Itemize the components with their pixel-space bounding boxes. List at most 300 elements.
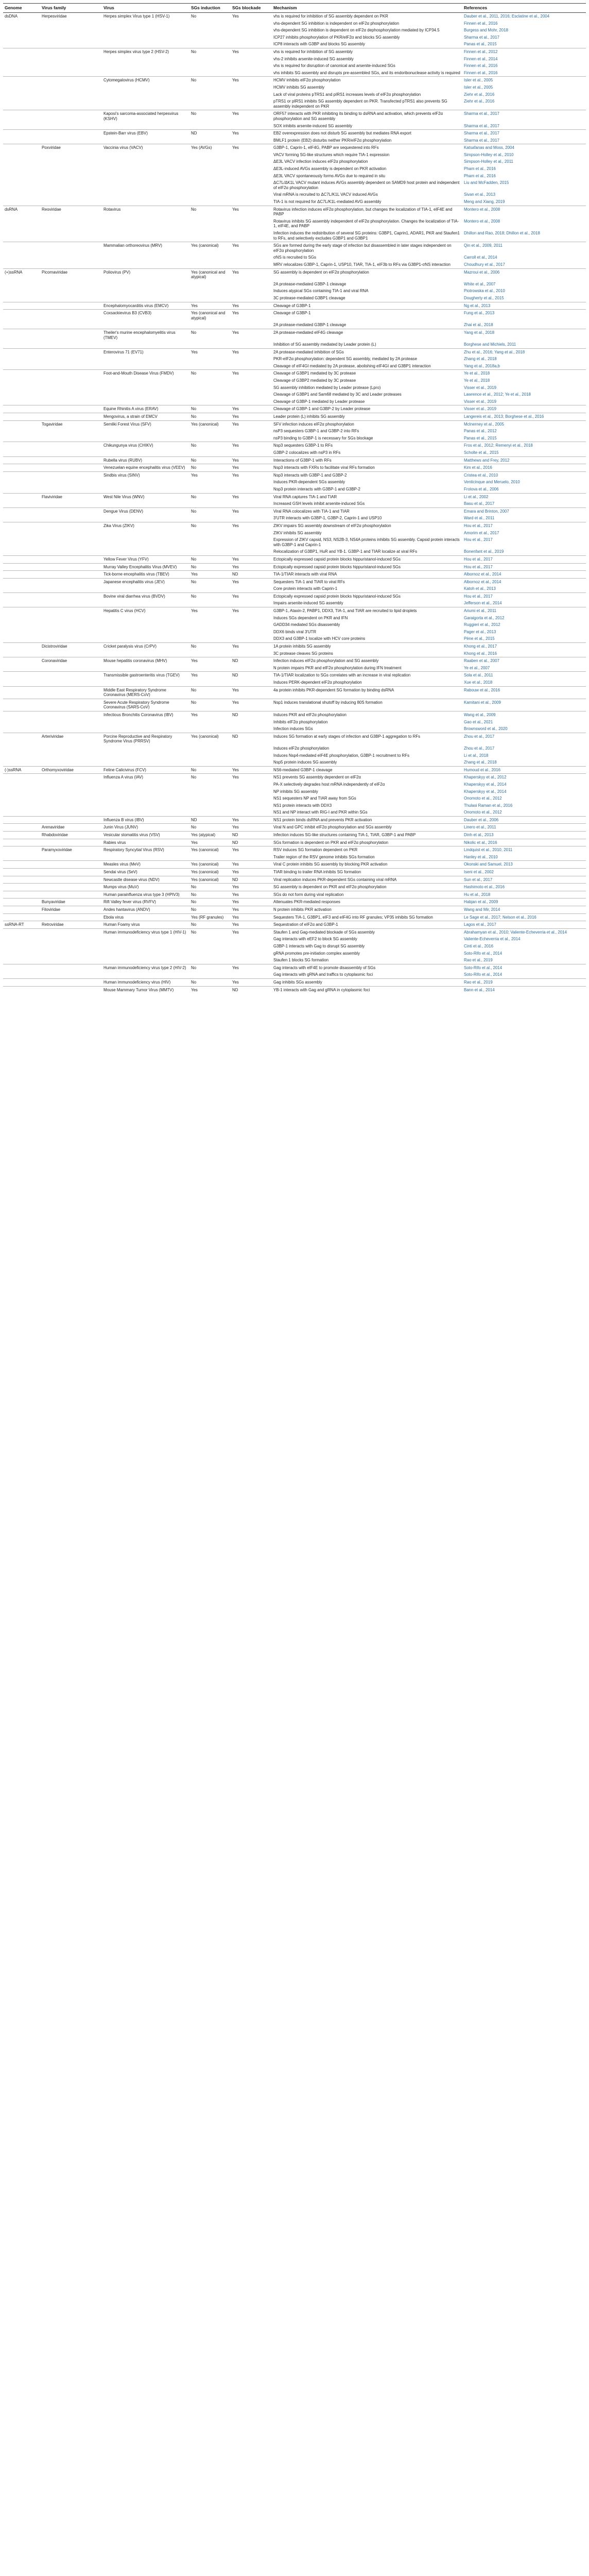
cell-mechanism: gRNA promotes pre-initiation complex assembly [273,951,360,956]
cell-sgs-induction: Yes (canonical) [189,846,231,854]
cell-virus: Human immunodeficiency virus type 1 (HIV-1) [102,928,189,936]
cell-genome [3,130,40,137]
cell-genome [3,420,40,428]
cell-genome [3,657,40,665]
cell-sgs-induction: Yes [189,302,231,310]
cell-references: Zhang et al., 2018 [464,357,497,362]
cell-mechanism: Induces SG formation at early stages of infection and G3BP-1 aggregation to RFs [272,733,462,745]
cell-virus [102,449,189,456]
cell-virus [102,759,189,766]
cell-sgs-blockade [231,500,272,507]
cell-genome [3,70,40,77]
cell-sgs-induction: Yes (canonical) [189,869,231,876]
cell-sgs-induction [189,548,231,555]
cell-genome [3,48,40,55]
cell-genome [3,137,40,144]
cell-virus-family [40,456,102,464]
cell-genome: ssRNA-RT [3,921,40,929]
table-row [3,876,586,884]
table-row [3,585,586,592]
cell-sgs-blockade: Yes [231,464,272,472]
cell-sgs-induction: Yes [189,986,231,993]
cell-mechanism: Gag inhibits SGs assembly [272,978,462,986]
table-row [3,507,586,515]
cell-references: Panas et al., 2015 [464,42,497,47]
table-row [3,621,586,629]
cell-references: Cinti et al., 2016 [464,943,494,948]
cell-sgs-blockade: Yes [231,110,272,123]
cell-virus [102,428,189,435]
cell-virus-family [40,563,102,571]
cell-references: Ng et al., 2013 [462,302,586,310]
cell-virus [102,230,189,242]
cell-sgs-induction [189,679,231,686]
table-row [3,635,586,642]
cell-references: Dauber et al., 2011, 2016; Esclatine et al., 2004 [462,13,586,20]
cell-genome [3,733,40,745]
cell-virus: Rotavirus [102,206,189,218]
cell-genome [3,522,40,529]
cell-references: Yang et al., 2018a,b [464,363,500,368]
cell-mechanism: 2A protease-mediated G3BP-1 cleavage [273,281,347,286]
table-row [3,699,586,711]
cell-genome [3,563,40,571]
cell-virus [102,719,189,726]
cell-genome [3,281,40,288]
cell-mechanism: ΔC7L/ΔK1L VACV mutant induces AVGs assembly dependent on SAMD9 host protein and independent of eIF2α phosphorylation [273,180,460,190]
cell-references: Lawrence et al., 2012; Ye et al., 2018 [464,392,531,397]
cell-references: Onomoto et al., 2012 [464,810,502,815]
cell-sgs-induction [189,600,231,607]
cell-mechanism: NS1 and NP interact with RIG-I and PKR within SGs [273,810,368,815]
cell-references: Visser et al., 2019 [462,405,586,413]
cell-virus: Influenza B virus (IBV) [102,816,189,824]
cell-mechanism: EB2 overexpression does not disturb SG assembly but mediates RNA export [272,130,462,137]
table-row [3,363,586,370]
cell-sgs-induction [189,621,231,629]
cell-virus [102,173,189,180]
cell-sgs-blockade: Yes [231,456,272,464]
cell-sgs-induction [189,254,231,261]
cell-virus-family [40,971,102,978]
cell-references: Hou et al., 2017 [462,555,586,563]
cell-sgs-induction: No [189,13,231,20]
table-row [3,329,586,341]
table-row [3,943,586,950]
cell-mechanism: Infection induces SGs [273,726,313,732]
table-row [3,165,586,173]
cell-genome [3,585,40,592]
cell-references: Panas et al., 2015 [464,435,497,440]
cell-genome [3,643,40,650]
table-row [3,861,586,869]
table-row [3,536,586,548]
cell-sgs-induction [189,363,231,370]
cell-mechanism: SG assembly is dependent on eIF2α phosphorylation [272,268,462,281]
cell-sgs-blockade [231,384,272,392]
table-row [3,809,586,816]
cell-sgs-induction [189,943,231,950]
table-row [3,391,586,398]
cell-sgs-induction: No [189,555,231,563]
table-row [3,563,586,571]
cell-sgs-induction: No [189,507,231,515]
table-row [3,230,586,242]
cell-mechanism: Staufen 1 and Gag-mediated blockade of SGs assembly [272,928,462,936]
cell-mechanism: N protein impairs PKR and eIF2α phosphorylation during IFN treatment [273,665,402,670]
cell-references: Dhillon and Rao, 2018; Dhillon et al., 2018 [464,231,540,235]
table-row [3,27,586,34]
cell-references: Linero et al., 2011 [462,824,586,832]
cell-virus [102,745,189,752]
cell-virus-family [40,839,102,846]
cell-sgs-induction [189,854,231,861]
cell-mechanism: Gag interacts with eIF4E to promote disassembly of SGs [272,964,462,971]
table-row [3,242,586,255]
cell-sgs-induction [189,781,231,788]
table-row [3,110,586,123]
cell-sgs-blockade [231,943,272,950]
cell-virus-family [40,254,102,261]
cell-genome [3,151,40,159]
table-row [3,522,586,529]
table-row [3,77,586,84]
cell-mechanism: ORF57 interacts with PKR inhibiting its binding to dsRNA and activation, which prevents eIF2α phosphorylation and SG assembly [272,110,462,123]
cell-genome [3,123,40,130]
cell-sgs-blockade: ND [231,986,272,993]
table-row [3,515,586,522]
cell-genome [3,978,40,986]
cell-references: Khaperskyy et al., 2014 [464,789,507,794]
cell-sgs-induction: No [189,522,231,529]
cell-virus-family [40,672,102,679]
cell-virus-family [40,686,102,699]
cell-references: Hou et al., 2017 [462,592,586,600]
table-row [3,173,586,180]
cell-genome [3,479,40,486]
cell-virus-family [40,957,102,964]
cell-genome [3,530,40,537]
cell-genome: dsRNA [3,206,40,218]
cell-virus-family [40,711,102,718]
cell-references: Burgess and Mohr, 2018 [464,28,508,33]
cell-references: Garaigorta et al., 2012 [464,615,505,620]
cell-virus-family: Togaviridae [40,420,102,428]
cell-genome [3,77,40,84]
cell-virus-family [40,242,102,255]
cell-references: Li et al., 2018 [464,753,489,758]
table-row [3,936,586,943]
cell-sgs-blockade: Yes [231,643,272,650]
cell-sgs-blockade [231,788,272,795]
cell-virus-family [40,745,102,752]
cell-virus-family [40,816,102,824]
table-row [3,928,586,936]
cell-mechanism: YB-1 interacts with Gag and gRNA in cytoplasmic foci [272,986,462,993]
cell-virus-family [40,110,102,123]
cell-virus: Vaccinia virus (VACV) [102,144,189,151]
cell-virus: Severe Acute Respiratory Syndrome Coronavirus (SARS-CoV) [102,699,189,711]
cell-virus-family [40,48,102,55]
cell-references: Zhou et al., 2017 [464,745,495,751]
cell-sgs-blockade [231,802,272,809]
cell-virus [102,198,189,206]
table-row [3,816,586,824]
cell-virus [102,137,189,144]
cell-virus-family [40,91,102,98]
table-row [3,218,586,230]
cell-references: Sharma et al., 2017 [464,35,499,40]
cell-virus-family [40,759,102,766]
cell-virus: Kaposi's sarcoma-associated herpesvirus (KSHV) [102,110,189,123]
cell-references: Qin et al., 2009, 2011 [462,242,586,255]
cell-sgs-blockade [231,615,272,622]
cell-mechanism: Sequesters TIA-1, G3BP1, eIF3 and eIF4G into RF granules; VP35 inhibits SG formation [272,913,462,921]
cell-sgs-induction: ND [189,130,231,137]
cell-virus [102,391,189,398]
table-row [3,420,586,428]
cell-virus [102,321,189,329]
cell-virus-family [40,515,102,522]
cell-virus-family: Paramyxoviridae [40,846,102,854]
cell-mechanism: Induces atypical SGs containing TIA-1 and viral RNA [273,289,369,294]
cell-references: Habjan et al., 2009 [462,899,586,906]
cell-sgs-blockade [231,173,272,180]
cell-sgs-induction: No [189,370,231,377]
cell-virus-family [40,781,102,788]
cell-references: Hu et al., 2018 [462,891,586,899]
table-row [3,964,586,971]
cell-virus: Measles virus (MeV) [102,861,189,869]
cell-genome [3,781,40,788]
cell-genome [3,198,40,206]
cell-mechanism: Nsp3 protein interacts with G3BP-1 and G3BP-2 [273,486,360,492]
cell-virus [102,384,189,392]
cell-mechanism: N protein inhibits PKR activation [272,906,462,914]
cell-references: Sharma et al., 2017 [462,130,586,137]
cell-sgs-induction [189,971,231,978]
table-row [3,711,586,718]
cell-sgs-induction [189,179,231,191]
cell-virus [102,62,189,70]
cell-genome [3,854,40,861]
cell-sgs-induction: Yes (AVGs) [189,144,231,151]
cell-sgs-induction: No [189,774,231,781]
cell-sgs-induction [189,449,231,456]
cell-references: Matthews and Frey, 2012 [462,456,586,464]
cell-sgs-blockade [231,621,272,629]
cell-genome [3,449,40,456]
cell-sgs-blockade: Yes [231,471,272,479]
cell-references: Visser et al., 2019 [464,385,497,390]
cell-genome [3,759,40,766]
cell-mechanism: ΔE3L VACV infection induces eIF2α phosphorylation [273,159,368,164]
table-row [3,281,586,288]
cell-references: Ye et al., 2018 [462,370,586,377]
cell-mechanism: 4a protein inhibits PKR-dependent SG formation by binding dsRNA [272,686,462,699]
cell-genome [3,600,40,607]
cell-genome [3,578,40,585]
cell-sgs-blockade: Yes [231,507,272,515]
cell-sgs-blockade [231,809,272,816]
table-row [3,91,586,98]
cell-sgs-blockade [231,781,272,788]
table-row [3,398,586,405]
cell-sgs-blockade: Yes [231,130,272,137]
cell-mechanism: SFV infection induces eIF2α phosphorylation [272,420,462,428]
cell-references: Piotrowska et al., 2010 [464,289,505,294]
cell-mechanism: Viral N and GPC inhibit eIF2α phosphorylation and SGs assembly [272,824,462,832]
cell-sgs-induction: No [189,48,231,55]
cell-mechanism: Cleavage of G3BP2 mediated by 3C protease [273,378,356,383]
table-row [3,854,586,861]
cell-virus [102,515,189,522]
cell-genome [3,173,40,180]
cell-mechanism: G3BP-1, Ataxin-2, PABP1, DDX3, TIA-1, and TIAR are recruited to lipid droplets [272,607,462,615]
cell-virus [102,20,189,27]
cell-sgs-blockade: Yes [231,846,272,854]
cell-references: Soto-Rifo et al., 2014 [464,951,503,956]
cell-mechanism: G3BP-2 colocalizes with nsP3 in RFs [273,450,341,455]
cell-virus [102,398,189,405]
header-virus: Virus [102,4,189,13]
cell-sgs-induction [189,479,231,486]
cell-virus [102,91,189,98]
cell-virus [102,151,189,159]
cell-virus-family: Herpesviridae [40,13,102,20]
cell-mechanism: PA-X selectively degrades host mRNA independently of eIF2α [273,782,385,787]
cell-virus [102,781,189,788]
cell-sgs-blockade [231,795,272,802]
cell-sgs-blockade [231,486,272,493]
cell-genome [3,471,40,479]
cell-mechanism: Staufen 1 blocks SG formation [273,958,329,963]
cell-virus [102,665,189,672]
cell-genome [3,56,40,63]
cell-virus-family [40,348,102,355]
cell-sgs-blockade: Yes [231,420,272,428]
cell-genome [3,20,40,27]
cell-sgs-blockade: Yes [231,329,272,341]
cell-genome [3,464,40,472]
table-row [3,321,586,329]
cell-sgs-blockade: ND [231,571,272,579]
cell-virus-family [40,41,102,48]
cell-sgs-induction: Yes [189,471,231,479]
cell-references: Sharma et al., 2017 [464,138,499,143]
cell-genome [3,816,40,824]
cell-mechanism: NP inhibits SG assembly [273,789,318,794]
cell-genome [3,287,40,295]
cell-genome [3,230,40,242]
cell-references: White et al., 2007 [464,281,496,286]
cell-sgs-blockade [231,530,272,537]
cell-virus [102,435,189,442]
cell-genome [3,456,40,464]
cell-sgs-blockade [231,165,272,173]
cell-references: Nikolic et al., 2016 [462,839,586,846]
cell-references: Li et al., 2002 [462,493,586,500]
cell-virus [102,615,189,622]
cell-references: Hashimoto et al., 2016 [462,884,586,891]
cell-references: Pham et al., 2016 [464,173,496,178]
cell-references: Fung et al., 2013 [462,310,586,322]
cell-references: Venticinque and Meruelo, 2010 [464,480,520,485]
cell-virus: Bovine viral diarrhea virus (BVDV) [102,592,189,600]
cell-references: Frolova et al., 2006 [464,486,499,492]
cell-sgs-induction [189,377,231,384]
cell-genome [3,957,40,964]
cell-sgs-blockade: Yes [231,310,272,322]
cell-sgs-blockade [231,84,272,91]
table-row [3,479,586,486]
table-row [3,759,586,766]
cell-virus-family [40,578,102,585]
cell-virus: Human parainfluenza virus type 3 (HPIV3) [102,891,189,899]
cell-sgs-blockade [231,158,272,165]
cell-virus [102,479,189,486]
table-row [3,158,586,165]
cell-mechanism: SGs do not form during viral replication [272,891,462,899]
cell-references: Xue et al., 2018 [464,680,493,685]
cell-sgs-induction [189,398,231,405]
cell-sgs-blockade: Yes [231,268,272,281]
cell-sgs-blockade: Yes [231,493,272,500]
cell-sgs-induction [189,70,231,77]
cell-virus-family [40,230,102,242]
cell-sgs-induction [189,650,231,657]
cell-mechanism: NS1 sequesters NP and TIAR away from SGs [273,796,356,801]
cell-references: Abrahamyan et al., 2010; Valiente-Echeverria et al., 2014 [462,928,586,936]
cell-references: Khong et al., 2017 [462,643,586,650]
cell-genome [3,686,40,699]
cell-sgs-blockade: Yes [231,869,272,876]
table-row [3,191,586,198]
cell-sgs-induction: No [189,77,231,84]
cell-sgs-blockade [231,123,272,130]
cell-mechanism: vhs-dependent SG inhibition is dependent on eIF2α dephosphorylation mediated by ICP34.5 [273,28,440,33]
cell-mechanism: ZIKV inhibits SG assembly [273,530,322,535]
cell-mechanism: nsP3 binding to G3BP-1 is necessary for SGs blockage [273,435,373,440]
cell-genome [3,846,40,854]
cell-sgs-induction [189,629,231,636]
cell-genome [3,536,40,548]
cell-sgs-blockade [231,56,272,63]
cell-virus-family [40,548,102,555]
cell-genome [3,899,40,906]
cell-sgs-blockade [231,435,272,442]
cell-virus-family [40,158,102,165]
cell-mechanism: Cleavage of G3BP-1 and G3BP-2 by Leader protease [272,405,462,413]
cell-virus-family [40,507,102,515]
table-row [3,198,586,206]
cell-virus [102,809,189,816]
cell-genome [3,672,40,679]
table-row [3,839,586,846]
cell-genome [3,254,40,261]
cell-genome [3,500,40,507]
cell-genome [3,84,40,91]
cell-sgs-blockade [231,70,272,77]
cell-virus: Porcine Reproductive and Respiratory Syndrome Virus (PRRSV) [102,733,189,745]
cell-mechanism: σNS is recruited to SGs [273,255,316,260]
cell-references: Sun et al., 2017 [462,876,586,884]
cell-virus: Feline Calicivirus (FCV) [102,766,189,774]
cell-sgs-blockade [231,218,272,230]
cell-sgs-induction [189,34,231,41]
table-row [3,657,586,665]
cell-genome [3,110,40,123]
